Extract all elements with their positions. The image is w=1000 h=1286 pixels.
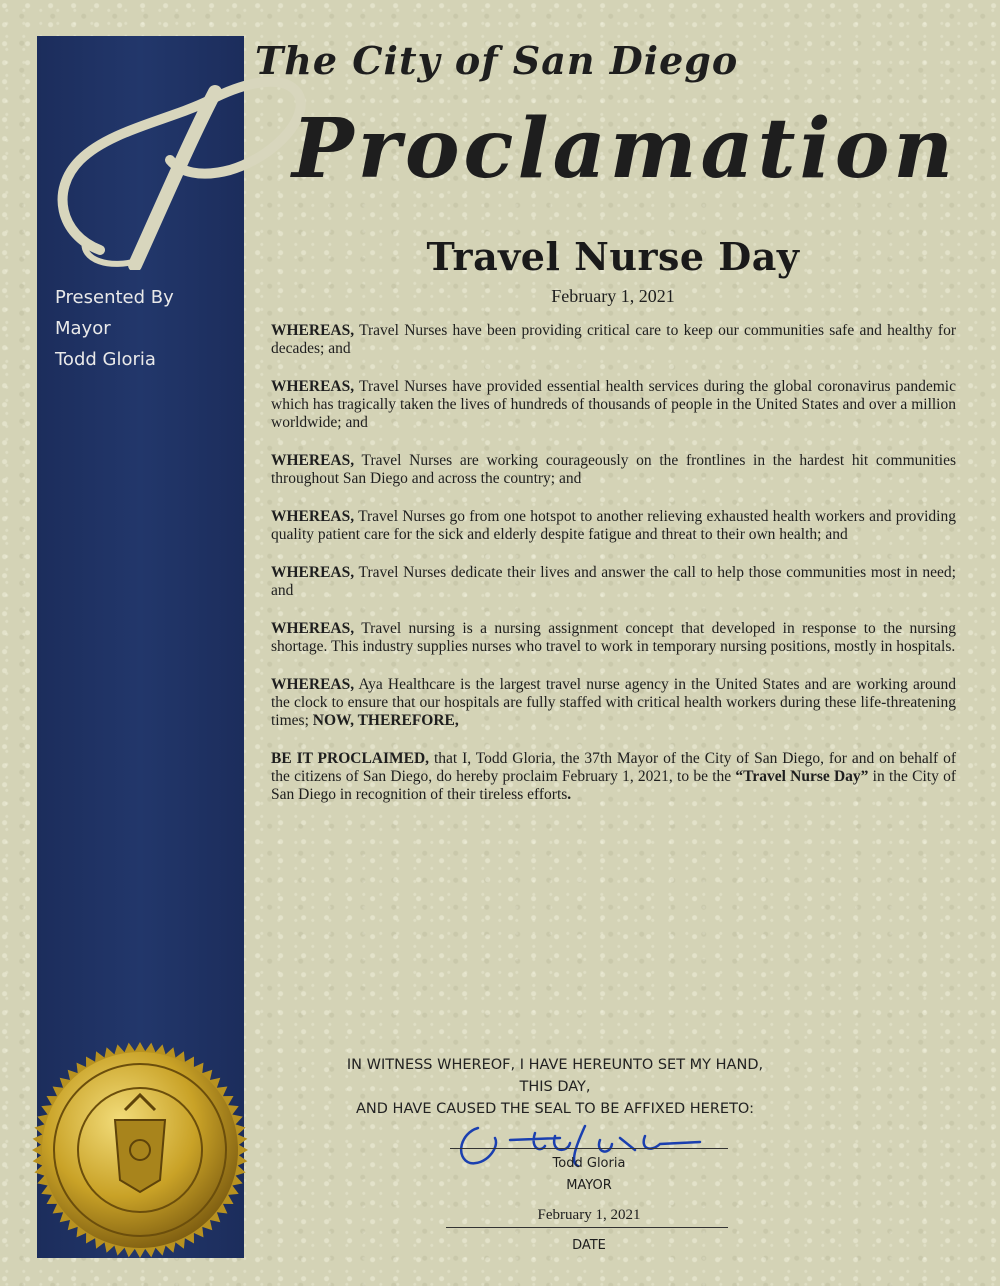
signature-date: February 1, 2021: [537, 1207, 641, 1223]
proclamation-heading: Travel Nurse Day: [426, 234, 800, 279]
whereas-clause: WHEREAS, Travel Nurses dedicate their lives and answer the call to help those communities most in need; and: [271, 564, 956, 599]
witness-line-2: AND HAVE CAUSED THE SEAL TO BE AFFIXED HERETO:: [356, 1101, 754, 1117]
city-seal-icon: [30, 1040, 250, 1260]
proclamation-title: Proclamation: [292, 101, 958, 197]
proclamation-date: February 1, 2021: [551, 286, 675, 306]
presenter-role: Mayor: [55, 318, 111, 339]
date-line: [446, 1227, 728, 1228]
presented-by-label: Presented By: [55, 287, 174, 308]
signature-line: [450, 1148, 728, 1149]
whereas-clause: WHEREAS, Travel Nurses are working courageously on the frontlines in the hardest hit communities throughout San Diego and across the country; and: [271, 452, 956, 487]
presented-by-block: [55, 282, 235, 375]
witness-line-1: IN WITNESS WHEREOF, I HAVE HEREUNTO SET MY HAND, THIS DAY,: [346, 1057, 764, 1095]
date-label: DATE: [572, 1238, 606, 1253]
proclamation-body: [271, 322, 956, 824]
whereas-clause: WHEREAS, Travel nursing is a nursing assignment concept that developed in response to the nursing shortage. This industry supplies nurses who travel to work in temporary nursing positions, mostly in hospitals.: [271, 620, 956, 655]
whereas-clause: WHEREAS, Travel Nurses have been providing critical care to keep our communities safe and healthy for decades; and: [271, 322, 956, 357]
whereas-clause-final: WHEREAS, Aya Healthcare is the largest travel nurse agency in the United States and are working around the clock to ensure that our hospitals are fully staffed with critical health workers during these life-threatening times; NOW, THEREFORE,: [271, 676, 956, 729]
whereas-clause: WHEREAS, Travel Nurses have provided essential health services during the global coronavirus pandemic which has tragically taken the lives of hundreds of thousands of people in the United States and over a million worldwide; and: [271, 378, 956, 431]
city-title: The City of San Diego: [255, 38, 739, 83]
signer-title: MAYOR: [566, 1178, 612, 1193]
proclamation-resolution: BE IT PROCLAIMED, that I, Todd Gloria, the 37th Mayor of the City of San Diego, for and on behalf of the citizens of San Diego, do hereby proclaim February 1, 2021, to be the “Travel Nurse Day” in the City of San Diego in recognition of their tireless efforts.: [271, 750, 957, 803]
signer-name: Todd Gloria: [552, 1156, 626, 1171]
whereas-clause: WHEREAS, Travel Nurses go from one hotspot to another relieving exhausted health workers and providing quality patient care for the sick and elderly despite fatigue and threat to their own health; and: [271, 508, 956, 543]
presenter-name: Todd Gloria: [55, 349, 156, 370]
